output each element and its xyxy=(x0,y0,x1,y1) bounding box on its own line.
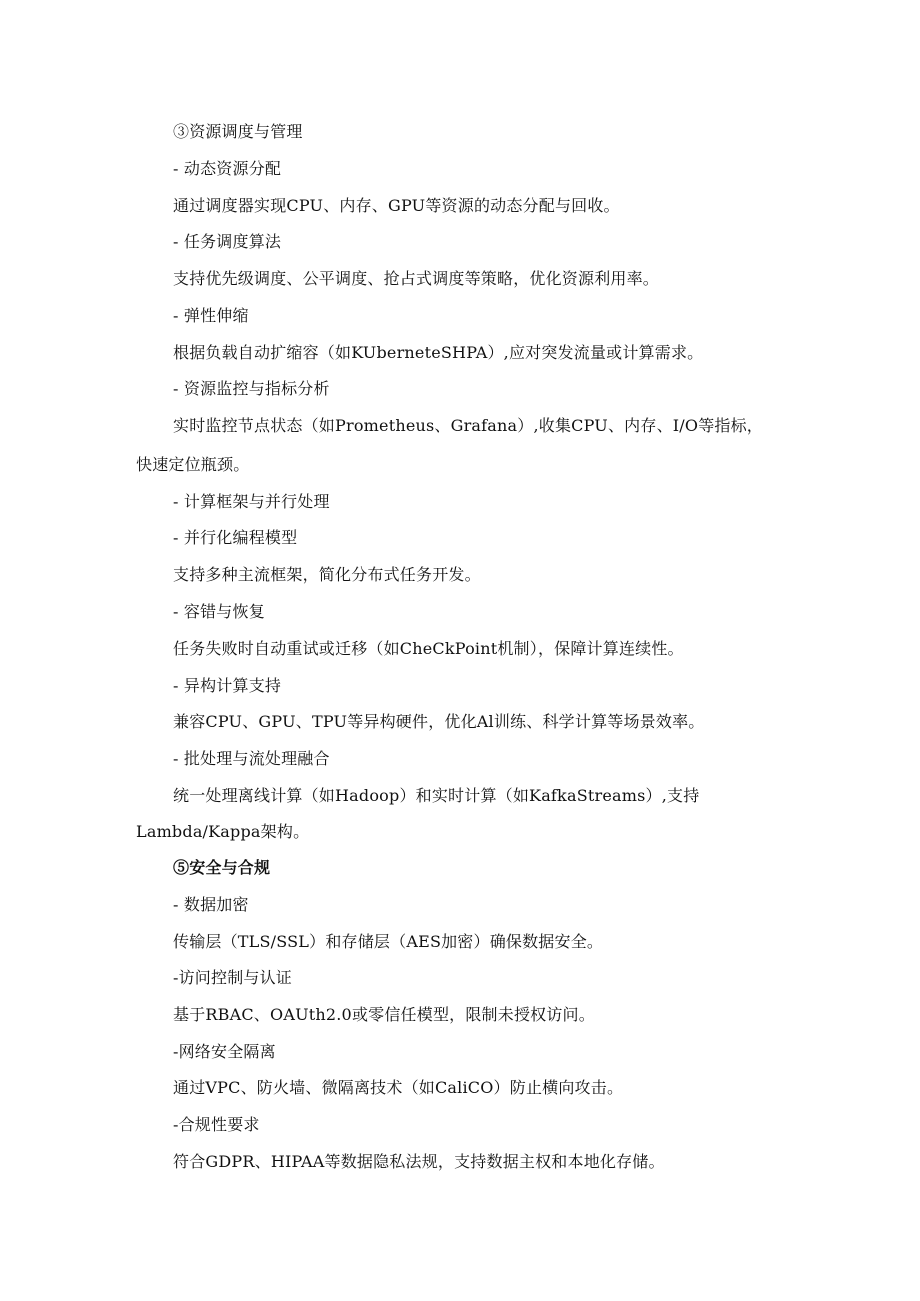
paragraph-network-isolation: 通过VPC、防火墙、微隔离技术（如CaliCO）防止横向攻击。 xyxy=(173,1078,624,1097)
section-heading-resource-scheduling: ③资源调度与管理 xyxy=(173,122,303,141)
paragraph-access-control: 基于RBAC、OAUth2.0或零信任模型，限制未授权访问。 xyxy=(173,1005,595,1024)
paragraph-task-scheduling: 支持优先级调度、公平调度、抢占式调度等策略，优化资源利用率。 xyxy=(173,269,660,288)
bullet-access-control: -访问控制与认证 xyxy=(173,968,293,987)
paragraph-parallel-programming: 支持多种主流框架，简化分布式任务开发。 xyxy=(173,565,481,584)
paragraph-batch-stream-fusion: 统一处理离线计算（如Hadoop）和实时计算（如KafkaStreams）,支持 xyxy=(173,786,700,805)
bullet-elastic-scaling: - 弹性伸缩 xyxy=(173,306,249,325)
bullet-heterogeneous-computing: - 异构计算支持 xyxy=(173,676,282,695)
section-heading-security-compliance: ⑤安全与合规 xyxy=(173,858,271,877)
bullet-resource-monitoring: - 资源监控与指标分析 xyxy=(173,379,330,398)
bullet-compute-framework: - 计算框架与并行处理 xyxy=(173,492,330,511)
paragraph-resource-monitoring: 实时监控节点状态（如Prometheus、Grafana）,收集CPU、内存、I/O等指标， xyxy=(173,416,764,435)
paragraph-resource-monitoring-cont: 快速定位瓶颈。 xyxy=(136,455,250,474)
bullet-parallel-programming: - 并行化编程模型 xyxy=(173,528,298,547)
paragraph-heterogeneous-computing: 兼容CPU、GPU、TPU等异构硬件，优化Al训练、科学计算等场景效率。 xyxy=(173,712,705,731)
bullet-network-isolation: -网络安全隔离 xyxy=(173,1042,276,1061)
bullet-task-scheduling: - 任务调度算法 xyxy=(173,232,282,251)
paragraph-data-encryption: 传输层（TLS/SSL）和存储层（AES加密）确保数据安全。 xyxy=(173,932,604,951)
bullet-dynamic-allocation: - 动态资源分配 xyxy=(173,159,282,178)
bullet-compliance-requirements: -合规性要求 xyxy=(173,1115,260,1134)
paragraph-elastic-scaling: 根据负载自动扩缩容（如KUberneteSHPA）,应对突发流量或计算需求。 xyxy=(173,343,704,362)
paragraph-dynamic-allocation: 通过调度器实现CPU、内存、GPU等资源的动态分配与回收。 xyxy=(173,196,620,215)
bullet-batch-stream-fusion: - 批处理与流处理融合 xyxy=(173,749,330,768)
bullet-data-encryption: - 数据加密 xyxy=(173,895,249,914)
paragraph-fault-tolerance: 任务失败时自动重试或迁移（如CheCkPoint机制），保障计算连续性。 xyxy=(173,639,684,658)
paragraph-batch-stream-fusion-cont: Lambda/Kappa架构。 xyxy=(136,822,310,841)
paragraph-compliance-requirements: 符合GDPR、HIPAA等数据隐私法规，支持数据主权和本地化存储。 xyxy=(173,1152,665,1171)
bullet-fault-tolerance: - 容错与恢复 xyxy=(173,602,265,621)
